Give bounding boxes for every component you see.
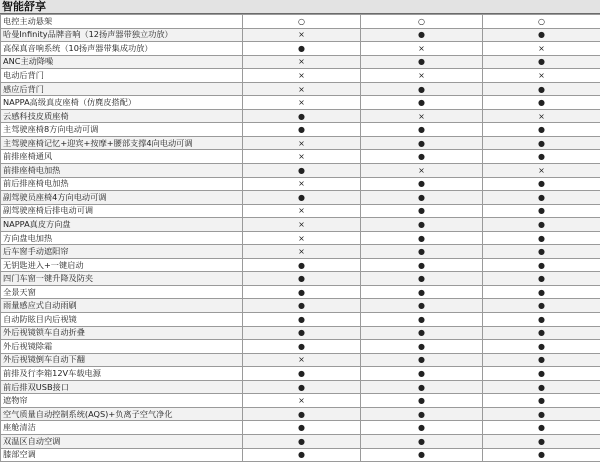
table-row [1,15,600,29]
trim-1-value: × [243,136,361,150]
feature-label: 四门车窗一键升降及防夹 [1,272,243,286]
trim-2-value: ● [361,394,483,408]
trim-3-value: × [483,109,600,123]
feature-label: 副驾驶座椅后排电动可调 [1,204,243,218]
trim-3-value: × [483,69,600,83]
trim-1-value: ● [243,380,361,394]
trim-1-value: × [243,245,361,259]
trim-2-value: ● [361,448,483,462]
trim-2-value: ○ [361,15,483,29]
trim-3-value: ● [483,177,600,191]
feature-label: NAPPA高级真皮座椅（仿麂皮搭配） [1,96,243,110]
trim-1-value: × [243,231,361,245]
trim-3-value: × [483,42,600,56]
table-row [1,164,600,178]
trim-2-value: ● [361,123,483,137]
trim-1-value: ● [243,109,361,123]
trim-1-value: ● [243,285,361,299]
feature-label: 前后排座椅电加热 [1,177,243,191]
trim-1-value: × [243,28,361,42]
trim-3-value: ● [483,28,600,42]
trim-2-value: ● [361,285,483,299]
table-row [1,96,600,110]
trim-3-value: ● [483,55,600,69]
trim-3-value: ● [483,421,600,435]
table-row [1,69,600,83]
trim-3-value: ● [483,150,600,164]
table-row [1,394,600,408]
feature-label: 自动防眩目内后视镜 [1,313,243,327]
trim-3-value: ● [483,407,600,421]
trim-3-value: ● [483,258,600,272]
table-row [1,109,600,123]
trim-1-value: × [243,177,361,191]
feature-label: 高保真音响系统（10扬声器带集成功放） [1,42,243,56]
feature-label: 膝部空调 [1,448,243,462]
trim-2-value: ● [361,299,483,313]
trim-1-value: ● [243,448,361,462]
trim-1-value: ● [243,340,361,354]
feature-label: 空气质量自动控制系统(AQS)+负离子空气净化 [1,407,243,421]
feature-label: 全景天窗 [1,285,243,299]
trim-1-value: × [243,218,361,232]
trim-2-value: ● [361,82,483,96]
table-row [1,434,600,448]
trim-1-value: ● [243,123,361,137]
trim-1-value: × [243,204,361,218]
trim-3-value: ● [483,82,600,96]
trim-2-value: ● [361,353,483,367]
trim-1-value: × [243,96,361,110]
feature-label: 前排座椅电加热 [1,164,243,178]
trim-2-value: ● [361,150,483,164]
trim-2-value: ● [361,367,483,381]
trim-2-value: ● [361,28,483,42]
trim-2-value: ● [361,191,483,205]
feature-label: 外后视镜倒车自动下翻 [1,353,243,367]
trim-2-value: ● [361,136,483,150]
trim-2-value: ● [361,96,483,110]
trim-2-value: × [361,69,483,83]
trim-2-value: ● [361,407,483,421]
table-row [1,218,600,232]
trim-1-value: ● [243,421,361,435]
table-row [1,28,600,42]
trim-3-value: × [483,164,600,178]
trim-1-value: ● [243,367,361,381]
feature-label: 主驾驶座椅记忆+迎宾+按摩+腰部支撑4向电动可调 [1,136,243,150]
table-row [1,55,600,69]
table-row [1,367,600,381]
trim-2-value: ● [361,204,483,218]
table-row [1,191,600,205]
feature-label: 双温区自动空调 [1,434,243,448]
table-row [1,42,600,56]
trim-3-value: ● [483,245,600,259]
table-row [1,340,600,354]
trim-1-value: ○ [243,15,361,29]
feature-label: 感应后背门 [1,82,243,96]
trim-2-value: ● [361,421,483,435]
trim-3-value: ● [483,218,600,232]
trim-3-value: ● [483,353,600,367]
table-row [1,285,600,299]
feature-label: NAPPA真皮方向盘 [1,218,243,232]
trim-3-value: ● [483,367,600,381]
table-row [1,123,600,137]
table-row [1,380,600,394]
feature-label: 外后视镜锁车自动折叠 [1,326,243,340]
trim-3-value: ● [483,285,600,299]
trim-3-value: ● [483,380,600,394]
feature-label: 哈曼Infinity品牌音响（12扬声器带独立功放） [1,28,243,42]
trim-1-value: ● [243,191,361,205]
trim-1-value: × [243,82,361,96]
table-row [1,258,600,272]
trim-2-value: ● [361,380,483,394]
trim-2-value: ● [361,313,483,327]
trim-3-value: ● [483,231,600,245]
feature-label: 前后排双USB接口 [1,380,243,394]
feature-label: 无钥匙进入+一键启动 [1,258,243,272]
feature-label: 座舱清洁 [1,421,243,435]
trim-1-value: × [243,69,361,83]
trim-2-value: × [361,164,483,178]
feature-label: 前排座椅通风 [1,150,243,164]
trim-3-value: ● [483,340,600,354]
trim-1-value: × [243,150,361,164]
trim-2-value: ● [361,245,483,259]
trim-2-value: × [361,42,483,56]
feature-label: 后车窗手动遮阳帘 [1,245,243,259]
trim-3-value: ○ [483,15,600,29]
table-row [1,204,600,218]
table-row [1,448,600,462]
trim-2-value: ● [361,258,483,272]
trim-3-value: ● [483,448,600,462]
trim-2-value: ● [361,231,483,245]
trim-1-value: ● [243,299,361,313]
trim-3-value: ● [483,326,600,340]
feature-table [0,14,600,462]
trim-1-value: ● [243,326,361,340]
trim-2-value: ● [361,340,483,354]
table-row [1,82,600,96]
trim-2-value: ● [361,177,483,191]
section-title: 智能舒享 [0,0,600,14]
table-row [1,245,600,259]
feature-label: 主驾驶座椅8方向电动可调 [1,123,243,137]
table-row [1,136,600,150]
trim-3-value: ● [483,434,600,448]
trim-2-value: ● [361,218,483,232]
table-row [1,407,600,421]
table-row [1,421,600,435]
trim-2-value: ● [361,326,483,340]
trim-3-value: ● [483,96,600,110]
trim-1-value: × [243,55,361,69]
trim-1-value: ● [243,42,361,56]
feature-label: 电动后背门 [1,69,243,83]
trim-3-value: ● [483,394,600,408]
table-row [1,150,600,164]
table-row [1,353,600,367]
trim-3-value: ● [483,123,600,137]
feature-label: 副驾驶员座椅4方向电动可调 [1,191,243,205]
trim-2-value: ● [361,272,483,286]
trim-1-value: ● [243,164,361,178]
feature-label: 云感科技皮质座椅 [1,109,243,123]
trim-3-value: ● [483,191,600,205]
table-row [1,231,600,245]
feature-label: 遮物帘 [1,394,243,408]
trim-2-value: × [361,109,483,123]
trim-1-value: ● [243,434,361,448]
trim-3-value: ● [483,313,600,327]
feature-label: 前排及行李箱12V车载电源 [1,367,243,381]
trim-1-value: ● [243,407,361,421]
table-row [1,177,600,191]
table-row [1,272,600,286]
table-row [1,326,600,340]
table-row [1,299,600,313]
trim-3-value: ● [483,272,600,286]
trim-1-value: × [243,353,361,367]
trim-1-value: ● [243,313,361,327]
feature-label: 电控主动悬架 [1,15,243,29]
trim-3-value: ● [483,204,600,218]
trim-2-value: ● [361,55,483,69]
trim-2-value: ● [361,434,483,448]
trim-1-value: ● [243,272,361,286]
trim-1-value: ● [243,258,361,272]
feature-label: ANC主动降噪 [1,55,243,69]
feature-label: 方向盘电加热 [1,231,243,245]
feature-label: 雨量感应式自动雨刷 [1,299,243,313]
trim-3-value: ● [483,299,600,313]
table-row [1,313,600,327]
trim-3-value: ● [483,136,600,150]
trim-1-value: × [243,394,361,408]
feature-label: 外后视镜除霜 [1,340,243,354]
